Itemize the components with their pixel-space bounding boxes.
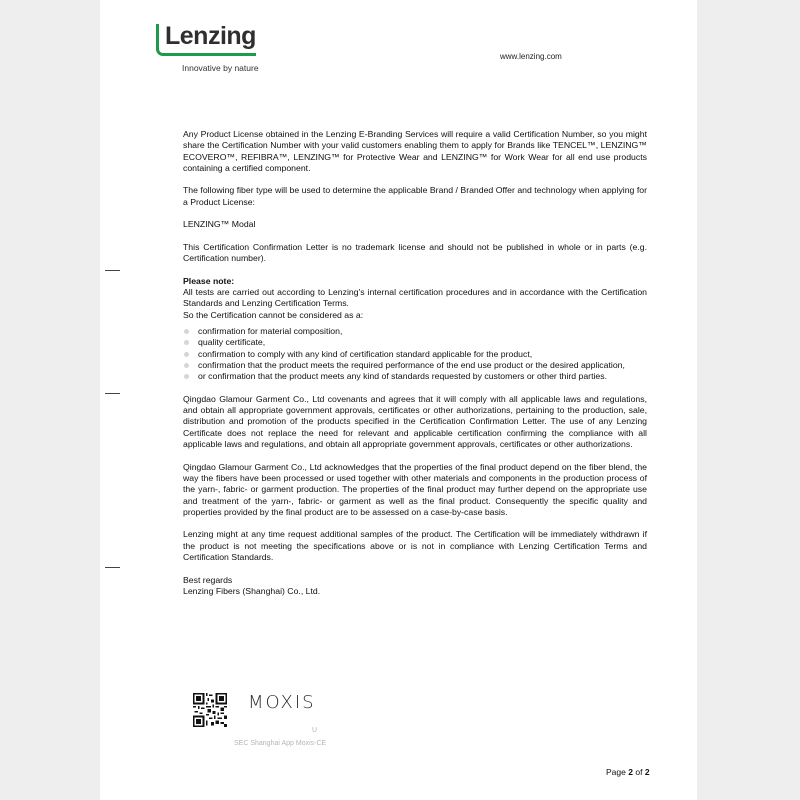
letter-body: [183, 129, 647, 608]
stamp-mark: U: [312, 727, 318, 734]
list-item: confirmation that the product meets the required performance of the end use product or the desired application,: [183, 360, 647, 371]
note-line-1: All tests are carried out according to Lenzing's internal certification procedures and in accordance with the Certification Standards and Lenzing Certification Terms.: [183, 287, 647, 309]
list-item: or confirmation that the product meets any kind of standards requested by customers or other third parties.: [183, 371, 647, 382]
page-of: of: [635, 767, 643, 777]
note-line-2: So the Certification cannot be considered as a:: [183, 309, 364, 320]
closing-salutation: Best regards: [183, 574, 233, 585]
paragraph-fiber-type-intro: The following fiber type will be used to determine the applicable Brand / Branded Offer and technology when applying for a Product License:: [183, 185, 647, 207]
paragraph-samples: Lenzing might at any time request additional samples of the product. The Certification will be immediately withdrawn if the product is not meeting the specifications above or is not in compliance with Lenzing Certification Terms and Certification Standards.: [183, 529, 647, 562]
closing-block: [183, 575, 647, 598]
logo-tagline: Innovative by nature: [182, 63, 259, 73]
fold-mark: [105, 270, 120, 271]
paragraph-properties: Qingdao Glamour Garment Co., Ltd acknowledges that the properties of the final product depend on the fiber blend, the way the fibers have been processed or used together with other materials and components in the production process of the yarn-, fabric- or garment production. The properties of the final product may further depend on the appropriate use and treatment of the yarn-, fabric- or garment as well as the final product. Consequently the specific quality and properties provided by the final product are to be assessed on a case-by-case basis.: [183, 461, 647, 517]
moxis-wordmark: MOXIS: [248, 692, 316, 713]
electronic-signature-stamp: [182, 690, 352, 750]
fold-mark: [105, 393, 120, 394]
moxis-logo: [248, 692, 316, 713]
fold-mark: [105, 567, 120, 568]
list-item: quality certificate,: [183, 337, 647, 348]
document-page: [100, 0, 697, 800]
logo-wordmark: Lenzing: [165, 22, 256, 50]
list-item: confirmation to comply with any kind of certification standard applicable for the product,: [183, 349, 647, 360]
stamp-caption: SEC Shanghai App Moxis-CE: [234, 740, 327, 747]
list-item: confirmation for material composition,: [183, 326, 647, 337]
paragraph-no-trademark: This Certification Confirmation Letter is no trademark license and should not be published in whole or in parts (e.g. Certification number).: [183, 241, 647, 264]
note-heading: Please note:: [183, 275, 235, 286]
page-total: 2: [644, 767, 650, 777]
website-url: www.lenzing.com: [500, 52, 562, 61]
qr-code-icon: [193, 693, 227, 727]
fiber-type: LENZING™ Modal: [183, 219, 256, 230]
page-current: 2: [628, 767, 633, 777]
page-number: [606, 767, 650, 777]
note-block: [183, 276, 647, 321]
page-label: Page: [606, 767, 626, 777]
paragraph-e-branding: Any Product License obtained in the Lenzing E-Branding Services will require a valid Certification Number, so you might share the Certification Number with your valid customers enabling them to apply for Brands like TENCEL™, LENZING™ ECOVERO™, REFIBRA™, LENZING™ for Protective Wear and LENZING™ for Work Wear for all end use products containing a certified component.: [183, 129, 647, 173]
certification-exclusions-list: [183, 326, 647, 382]
signatory-company: Lenzing Fibers (Shanghai) Co., Ltd.: [183, 585, 321, 596]
paragraph-compliance: Qingdao Glamour Garment Co., Ltd covenants and agrees that it will comply with all applicable laws and regulations, and obtain all appropriate government approvals, certificates or other authorizations, pertaining to the production, sale, distribution and promotion of the products specified in the Certification Confirmation Letter. The use of any Lenzing Certificate does not replace the need for relevant and applicable certification confirming the compliance with all applicable laws and regulations, and obtain all appropriate government approvals, certificates or other authorizations.: [183, 393, 647, 450]
